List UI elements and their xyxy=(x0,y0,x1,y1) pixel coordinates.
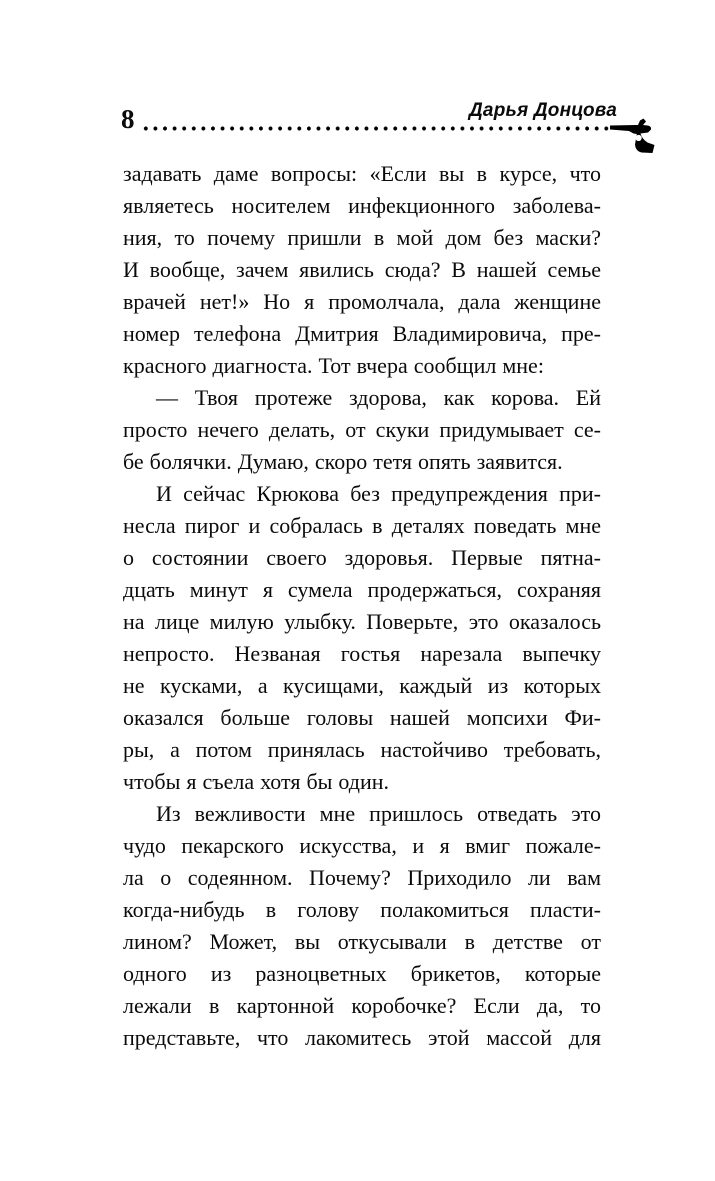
text-line: не кусками, а кусищами, каждый из которых xyxy=(123,673,601,698)
text-line: номер телефона Дмитрия Владимировича, пре- xyxy=(123,321,601,346)
paragraph xyxy=(123,798,601,1054)
text-line: лежали в картонной коробочке? Если да, то xyxy=(123,993,601,1018)
running-head xyxy=(0,0,715,160)
text-line: И сейчас Крюкова без предупреждения при- xyxy=(156,481,601,506)
text-line: представьте, что лакомитесь этой массой для xyxy=(123,1025,601,1050)
page-number: 8 xyxy=(121,104,135,134)
page-body xyxy=(123,158,601,1054)
text-line: непросто. Незваная гостья нарезала выпечку xyxy=(123,641,601,666)
text-line: — Твоя протеже здорова, как корова. Ей xyxy=(156,385,601,410)
paragraph xyxy=(123,382,601,478)
text-line: одного из разноцветных брикетов, которые xyxy=(123,961,601,986)
text-line: задавать даме вопросы: «Если вы в курсе, что xyxy=(123,161,601,186)
text-line: несла пирог и собралась в деталях поведать мне xyxy=(123,513,601,538)
text-line: чудо пекарского искусства, и я вмиг пожале- xyxy=(123,833,601,858)
text-line: ры, а потом принялась настойчиво требовать, xyxy=(123,737,601,762)
text-line: когда-нибудь в голову полакомиться пласти- xyxy=(123,897,601,922)
text-line: ния, то почему пришли в мой дом без маски? xyxy=(123,225,601,250)
text-line: ла о содеянном. Почему? Приходило ли вам xyxy=(123,865,601,890)
running-head-author: Дарья Донцова xyxy=(469,100,617,121)
text-line: являетесь носителем инфекционного заболева- xyxy=(123,193,601,218)
dotted-rule xyxy=(141,125,612,132)
text-line: оказался больше головы нашей мопсихи Фи- xyxy=(123,705,601,730)
text-line: лином? Может, вы откусывали в детстве от xyxy=(123,929,601,954)
text-line: бе болячки. Думаю, скоро тетя опять заявится. xyxy=(123,449,563,474)
text-line: на лице милую улыбку. Поверьте, это оказалось xyxy=(123,609,601,634)
text-line: И вообще, зачем явились сюда? В нашей семье xyxy=(123,257,601,282)
text-line: врачей нет!» Но я промолчала, дала женщине xyxy=(123,289,601,314)
text-line: о состоянии своего здоровья. Первые пятна- xyxy=(123,545,601,570)
text-line: дцать минут я сумела продержаться, сохраняя xyxy=(123,577,601,602)
text-line: просто нечего делать, от скуки придумывает се- xyxy=(123,417,601,442)
paragraph xyxy=(123,158,601,382)
paragraph xyxy=(123,478,601,798)
text-line: Из вежливости мне пришлось отведать это xyxy=(156,801,601,826)
text-line: чтобы я съела хотя бы один. xyxy=(123,769,390,794)
text-line: красного диагноста. Тот вчера сообщил мне: xyxy=(123,353,544,378)
revolver-icon xyxy=(610,118,655,155)
